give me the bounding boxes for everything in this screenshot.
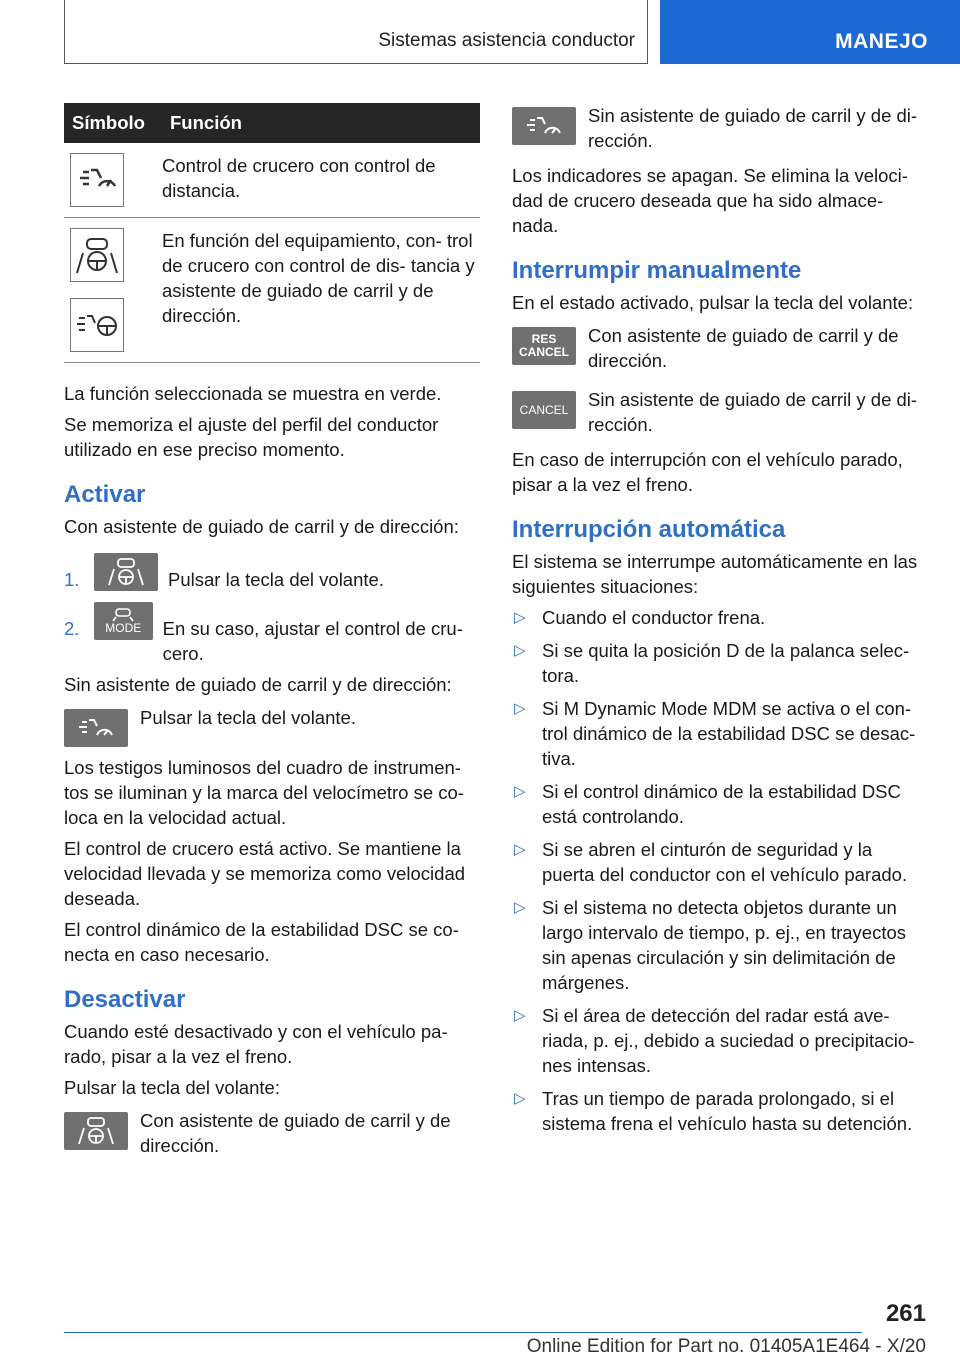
step-number: 1. xyxy=(64,569,80,590)
table-cell-function: En función del equipamiento, con- trol de crucero con control de dis- tancia y asistente de guiado de carril y de dirección. xyxy=(162,218,480,363)
indicator-text: Sin asistente de guiado de carril y de di- rección. xyxy=(588,389,918,435)
step-1 xyxy=(64,553,480,592)
paragraph: Cuando esté desactivado y con el vehículo pa- rado, pisar a la vez el freno. xyxy=(64,1021,448,1067)
paragraph: Se memoriza el ajuste del perfil del conductor utilizado en ese preciso momento. xyxy=(64,414,439,460)
indicator-row xyxy=(512,387,928,437)
list-item xyxy=(512,1086,928,1136)
triangle-bullet-icon: ▷ xyxy=(514,700,526,717)
triangle-bullet-icon: ▷ xyxy=(514,609,526,626)
paragraph: En caso de interrupción con el vehículo parado, pisar a la vez el freno. xyxy=(512,449,903,495)
symbol-table xyxy=(64,103,480,363)
table-cell-function: Control de crucero con control de distancia. xyxy=(162,143,480,218)
heading-interrupcion-automatica: Interrupción automática xyxy=(512,516,786,543)
step-text: En su caso, ajustar el control de cru- cero. xyxy=(162,618,463,664)
lane-assist-button-icon xyxy=(94,553,158,591)
list-item xyxy=(512,1003,928,1078)
paragraph: El control dinámico de la estabilidad DSC se co- necta en caso necesario. xyxy=(64,919,459,965)
lane-steering-assist-icon xyxy=(70,228,124,282)
cancel-label: CANCEL xyxy=(519,345,569,359)
res-label: RES xyxy=(531,332,557,346)
left-column xyxy=(64,103,480,1166)
paragraph: En el estado activado, pulsar la tecla del volante: xyxy=(512,292,914,313)
right-column xyxy=(512,103,928,1144)
indicator-text: Con asistente de guiado de carril y de dirección. xyxy=(140,1110,451,1156)
header-frame xyxy=(64,0,648,64)
paragraph: Sin asistente de guiado de carril y de dirección: xyxy=(64,674,452,695)
paragraph: La función seleccionada se muestra en verde. xyxy=(64,383,442,404)
paragraph: El control de crucero está activo. Se mantiene la velocidad llevada y se memoriza como velocidad deseada. xyxy=(64,838,466,909)
page-number: 261 xyxy=(885,1300,926,1327)
mode-label: MODE xyxy=(105,620,142,635)
step-text: Pulsar la tecla del volante. xyxy=(168,569,384,590)
list-item-text: Si el sistema no detecta objetos durante un largo intervalo de tiempo, p. ej., en trayectos sin apenas circulación y sin delimitación de márgenes. xyxy=(542,897,907,993)
paragraph: Los testigos luminosos del cuadro de instrumen- tos se iluminan y la marca del velocímetro se co- loca en la velocidad actual. xyxy=(64,757,464,828)
list-item-text: Si el control dinámico de la estabilidad DSC está controlando. xyxy=(542,781,901,827)
indicator-row xyxy=(64,705,480,747)
triangle-bullet-icon: ▷ xyxy=(514,642,526,659)
table-row xyxy=(64,143,480,218)
list-item-text: Si M Dynamic Mode MDM se activa o el con- trol dinámico de la estabilidad DSC se desac- tiva. xyxy=(542,698,916,769)
list-item-text: Si se abren el cinturón de seguridad y la puerta del conductor con el vehículo parado. xyxy=(542,839,908,885)
list-item xyxy=(512,696,928,771)
triangle-bullet-icon: ▷ xyxy=(514,899,526,916)
triangle-bullet-icon: ▷ xyxy=(514,783,526,800)
list-item xyxy=(512,895,928,995)
res-cancel-button-icon xyxy=(512,327,576,365)
triangle-bullet-icon: ▷ xyxy=(514,1007,526,1024)
paragraph: Pulsar la tecla del volante: xyxy=(64,1077,280,1098)
cruise-steering-icon xyxy=(70,298,124,352)
list-item-text: Si el área de detección del radar está ave- riada, p. ej., debido a suciedad o precipitacio- nes intensas. xyxy=(542,1005,915,1076)
heading-interrumpir: Interrumpir manualmente xyxy=(512,257,802,284)
list-item xyxy=(512,638,928,688)
triangle-bullet-icon: ▷ xyxy=(514,1090,526,1107)
cancel-button-icon xyxy=(512,391,576,429)
list-item xyxy=(512,605,928,630)
paragraph: El sistema se interrumpe automáticamente en las siguientes situaciones: xyxy=(512,551,918,597)
footer-divider xyxy=(64,1332,862,1333)
table-header-function: Función xyxy=(162,103,480,143)
paragraph: Los indicadores se apagan. Se elimina la veloci- dad de crucero deseada que ha sido almace- nada. xyxy=(512,165,908,236)
table-header-symbol: Símbolo xyxy=(64,103,162,143)
cruise-distance-icon xyxy=(70,153,124,207)
section-tab xyxy=(660,0,960,64)
step-number: 2. xyxy=(64,618,80,639)
list-item xyxy=(512,779,928,829)
indicator-text: Con asistente de guiado de carril y de dirección. xyxy=(588,325,899,371)
list-item-text: Cuando el conductor frena. xyxy=(542,607,766,628)
paragraph: Con asistente de guiado de carril y de dirección: xyxy=(64,516,459,537)
indicator-text: Pulsar la tecla del volante. xyxy=(140,707,356,728)
step-2 xyxy=(64,602,480,666)
indicator-row xyxy=(512,103,928,153)
indicator-text: Sin asistente de guiado de carril y de di- rección. xyxy=(588,105,918,151)
cancel-label: CANCEL xyxy=(519,403,569,417)
lane-assist-button-icon xyxy=(64,1112,128,1150)
section-tab-label: MANEJO xyxy=(835,30,928,53)
list-item-text: Si se quita la posición D de la palanca selec- tora. xyxy=(542,640,910,686)
indicator-row xyxy=(512,323,928,373)
triangle-bullet-icon: ▷ xyxy=(514,841,526,858)
heading-desactivar: Desactivar xyxy=(64,986,186,1013)
list-item-text: Tras un tiempo de parada prolongado, si el sistema frena el vehículo hasta su detención. xyxy=(542,1088,913,1134)
heading-activar: Activar xyxy=(64,481,146,508)
cruise-button-icon xyxy=(512,107,576,145)
indicator-row xyxy=(64,1108,480,1158)
table-row xyxy=(64,218,480,363)
cruise-button-icon xyxy=(64,709,128,747)
header-title: Sistemas asistencia conductor xyxy=(378,30,635,51)
situation-list xyxy=(512,605,928,1136)
edition-text: Online Edition for Part no. 01405A1E464 - X/20 xyxy=(526,1336,926,1357)
list-item xyxy=(512,837,928,887)
mode-button-icon xyxy=(94,602,153,640)
